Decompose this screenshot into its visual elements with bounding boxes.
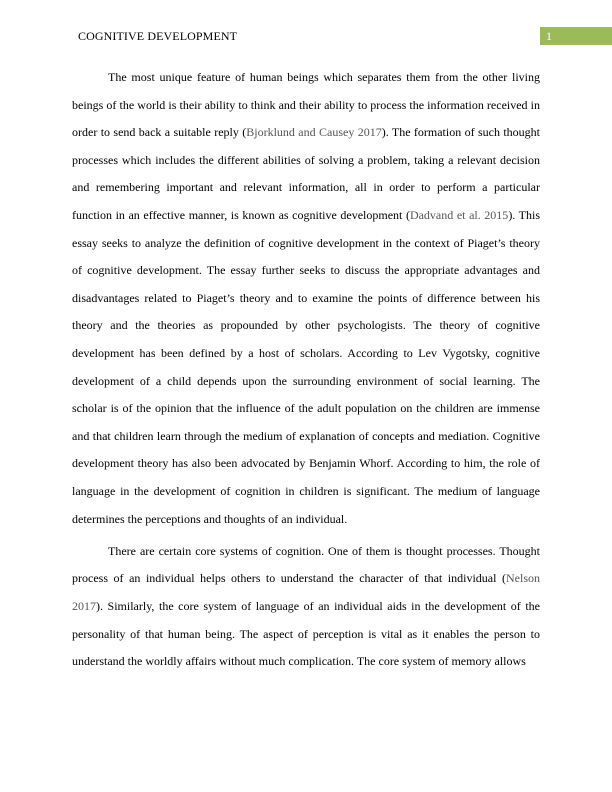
paragraph-text: ). This essay seeks to analyze the definition of cognitive development in the context of Piaget’s theory of cognitive development. The essay further seeks to discuss the appropriate advantages and disadvantages related to Piaget’s theory and to examine the points of difference between his theory and the theories as propounded by other psychologists. The theory of cognitive development has been defined by a host of scholars. According to Lev Vygotsky, cognitive development of a child depends upon the surrounding environment of social learning. The scholar is of the opinion that the influence of the adult population on the children are immense and that children learn through the medium of explanation of concepts and mediation. Cognitive development theory has also been advocated by Benjamin Whorf. According to him, the role of language in the development of cognition in children is significant. The medium of language determines the perceptions and thoughts of an individual.: [72, 207, 540, 526]
citation: Dadvand et al. 2015: [409, 207, 509, 222]
paragraph-text: ). The formation of such thought processes which includes the different abilities of solving a problem, taking a relevant decision and remembering important and relevant information, all in order to perform a particular function in an effective manner, is known as cognitive development (: [72, 125, 540, 222]
paragraph: [72, 64, 540, 533]
running-head: COGNITIVE DEVELOPMENT: [78, 29, 238, 43]
paragraph-text: The most unique feature of human beings which separates them from the other living beings of the world is their ability to think and their ability to process the information received in order to send back a suitable reply (: [72, 70, 540, 140]
paragraph-text: There are certain core systems of cognition. One of them is thought processes. Thought process of an individual helps others to understand the character of that individual (: [72, 543, 540, 586]
paragraph: [72, 538, 540, 676]
citation: Nelson 2017: [72, 571, 540, 614]
citation: Bjorklund and Causey 2017: [246, 125, 382, 140]
document-body: [72, 64, 540, 681]
paragraph-text: ). Similarly, the core system of language of an individual aids in the development of the personality of that human being. The aspect of perception is vital as it enables the person to understand the worldly affairs without much complication. The core system of memory allows: [72, 599, 540, 669]
page-number: 1: [540, 27, 612, 45]
